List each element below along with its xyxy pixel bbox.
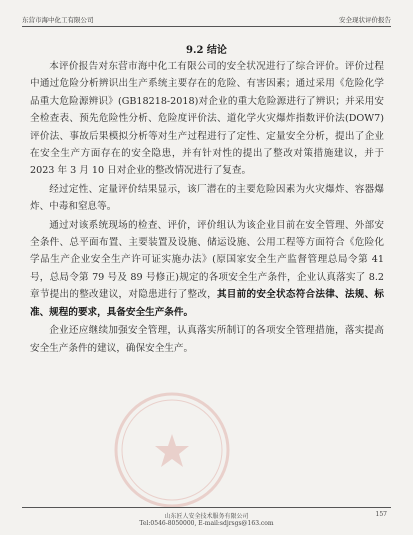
- company-seal-stamp: [112, 390, 232, 510]
- page-footer: [22, 507, 391, 530]
- paragraph-3-conclusion: 其目前的安全状态符合法律、法规、标准、规程的要求，具备安全生产条件。: [30, 289, 385, 318]
- page-number: 157: [375, 511, 387, 518]
- section-title: 9.2 结论: [186, 45, 227, 56]
- paragraph-1: 本评价报告对东营市海中化工有限公司的安全状况进行了综合评价。评价过程中通过危险分析辨识出生产系统主要存在的危险、有害因素；通过采用《危险化学品重大危险源辨识》(GB18218-2018)对企业的重大危险源进行了辨识；并采用安全检查表、预先危险性分析、危险度评价法、道化学火灾爆炸指数评价法(DOW7)评价法、事故后果模拟分析等对生产过程进行了定性、定量安全分析，提出了企业在安全生产方面存在的安全隐患，并有针对性的提出了整改对策措施建议，并于 2023 年 3 月 10 日对企业的整改情况进行了复查。: [30, 61, 384, 177]
- paragraph-3: [30, 217, 384, 321]
- paragraph-2: 经过定性、定量评价结果显示，该厂潜在的主要危险因素为火灾爆炸、容器爆炸、中毒和窒息等。: [30, 183, 384, 213]
- paragraph-4: 企业还应继续加强安全管理，认真落实所制订的各项安全管理措施，落实提高安全生产条件的建议，确保安全生产。: [30, 325, 384, 354]
- header-report-title: 安全现状评价报告: [339, 16, 391, 24]
- page-header: [22, 10, 391, 27]
- body-text: [30, 58, 384, 357]
- footer-company: 山东匠人安全技术服务有限公司: [164, 513, 249, 520]
- footer-contact: Tel:0546-8050000, E-mail:sdjrsgs@163.com: [139, 520, 274, 527]
- header-company: 东营市海中化工有限公司: [22, 16, 94, 24]
- paragraph-3-text: 通过对该系统现场的检查、评价，评价组认为该企业目前在安全管理、外部安全条件、总平面布置、主要装置及设施、储运设施、公用工程等方面符合《危险化学品生产企业安全生产许可证实施办法》(原国家安全生产监督管理总局令第 41 号，总局令第 79 号及 89 号修正)规定的各项安全生产条件，企业认真落实了 8.2 章节提出的整改建议，对隐患进行了整改，: [30, 219, 384, 301]
